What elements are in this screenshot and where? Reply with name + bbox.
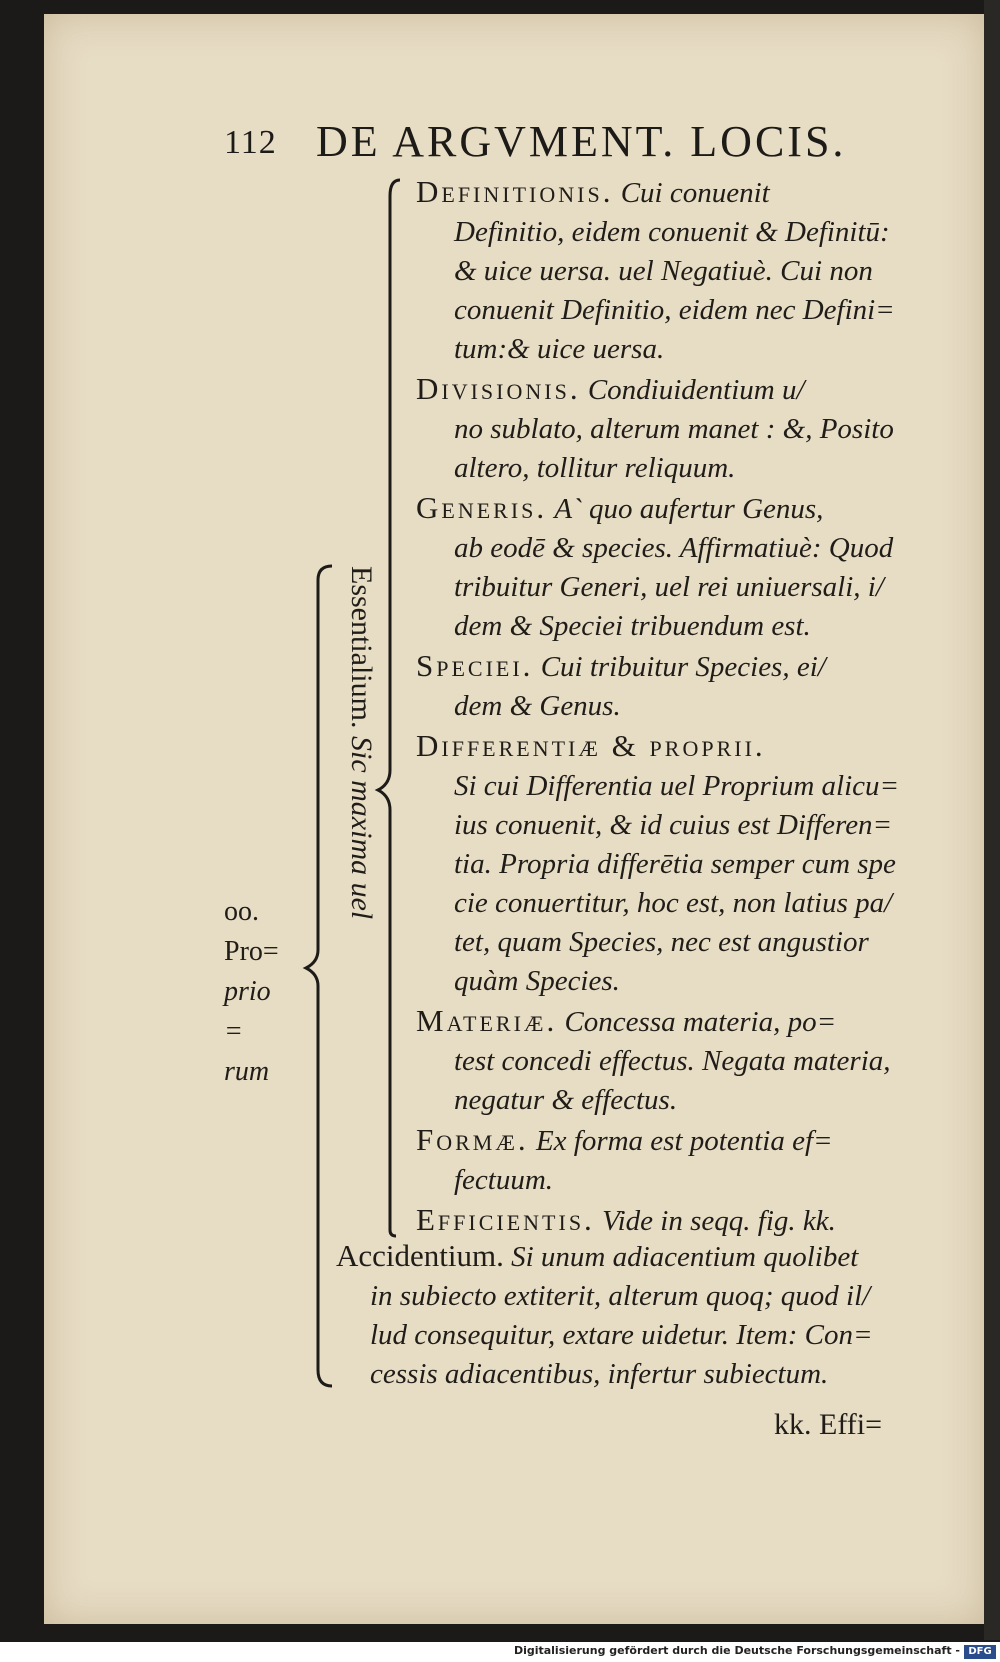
side-label-line: rum	[224, 1056, 270, 1087]
locus-text: Vide in seqq. fig. kk.	[602, 1205, 836, 1237]
locus-term: Speciei.	[416, 648, 534, 683]
locus-entry	[416, 726, 936, 1001]
outer-brace	[306, 566, 332, 1386]
locus-term: Efficientis.	[416, 1202, 595, 1237]
locus-entry	[416, 646, 936, 726]
locus-text: A` quo aufertur Genus,	[554, 493, 824, 525]
locus-text: quàm Species.	[454, 965, 620, 997]
locus-text: Definitio, eidem conuenit & Definitū:	[454, 216, 890, 248]
locus-text: no sublato, alterum manet : &, Posito	[454, 413, 894, 445]
locus-text: altero, tollitur reliquum.	[454, 452, 736, 484]
locus-text: tum:& uice uersa.	[454, 333, 665, 365]
page-number: 112	[224, 124, 277, 161]
page-title: DE ARGVMENT. LOCIS.	[316, 117, 847, 166]
locus-text: Cui tribuitur Species, ei/	[540, 651, 826, 683]
locus-term: Divisionis.	[416, 371, 581, 406]
locus-text: cie conuertitur, hoc est, non latius pa/	[454, 887, 893, 919]
locus-entry	[416, 1001, 936, 1120]
vertical-label-part: Essentialium.	[345, 566, 378, 729]
dfg-logo-icon: DFG	[964, 1645, 996, 1659]
locus-term: Generis.	[416, 490, 548, 525]
footer-bar	[0, 1642, 1000, 1662]
locus-text: negatur & effectus.	[454, 1084, 678, 1116]
locus-text: tia. Propria differētia semper cum spe	[454, 848, 896, 880]
funding-credit: Digitalisierung gefördert durch die Deutsche Forschungsgemeinschaft -	[513, 1644, 960, 1657]
locus-text: dem & Genus.	[454, 690, 621, 722]
locus-text: in subiecto extiterit, alterum quoq; quod il/	[370, 1280, 871, 1312]
side-label-line: Pro=	[224, 936, 279, 967]
locus-entry	[416, 488, 936, 646]
locus-entry	[416, 172, 936, 369]
locus-text: tet, quam Species, nec est angustior	[454, 926, 869, 958]
locus-term: Formæ.	[416, 1122, 529, 1157]
locus-term: Differentiæ & proprii.	[416, 728, 766, 763]
vertical-label-part: Sic maxima uel	[345, 735, 378, 920]
accidentium-entry	[336, 1236, 936, 1394]
locus-text: cessis adiacentibus, infertur subiectum.	[370, 1358, 829, 1390]
loci-list	[416, 172, 936, 1241]
locus-text: ius conuenit, & id cuius est Differen=	[454, 809, 893, 841]
locus-term: Materiæ.	[416, 1003, 558, 1038]
locus-text: Si cui Differentia uel Proprium alicu=	[454, 770, 900, 802]
locus-text: & uice uersa. uel Negatiuè. Cui non	[454, 255, 873, 287]
locus-entry	[416, 1200, 936, 1241]
locus-text: fectuum.	[454, 1164, 554, 1196]
essentialium-label	[338, 566, 378, 956]
locus-entry	[416, 369, 936, 488]
locus-text: lud consequitur, extare uidetur. Item: Con=	[370, 1319, 873, 1351]
locus-text: Concessa materia, po=	[564, 1006, 837, 1038]
locus-text: Condiuidentium u/	[587, 374, 805, 406]
locus-text: Si unum adiacentium quolibet	[511, 1241, 859, 1273]
locus-term: Definitionis.	[416, 174, 614, 209]
running-head	[224, 116, 924, 166]
side-label-line: prio =	[224, 976, 271, 1047]
locus-term: Accidentium.	[336, 1238, 504, 1273]
catchword: kk. Effi=	[774, 1408, 883, 1441]
inner-brace	[378, 180, 400, 1236]
locus-text: conuenit Definitio, eidem nec Defini=	[454, 294, 895, 326]
locus-text: dem & Speciei tribuendum est.	[454, 610, 811, 642]
proprium-label	[224, 892, 294, 1092]
locus-text: ab eodē & species. Affirmatiuè: Quod	[454, 532, 894, 564]
locus-entry	[416, 1120, 936, 1200]
side-label-line: oo.	[224, 896, 259, 927]
locus-text: tribuitur Generi, uel rei uniuersali, i/	[454, 571, 884, 603]
locus-text: Cui conuenit	[620, 177, 770, 209]
locus-text: test concedi effectus. Negata materia,	[454, 1045, 891, 1077]
locus-text: Ex forma est potentia ef=	[535, 1125, 833, 1157]
